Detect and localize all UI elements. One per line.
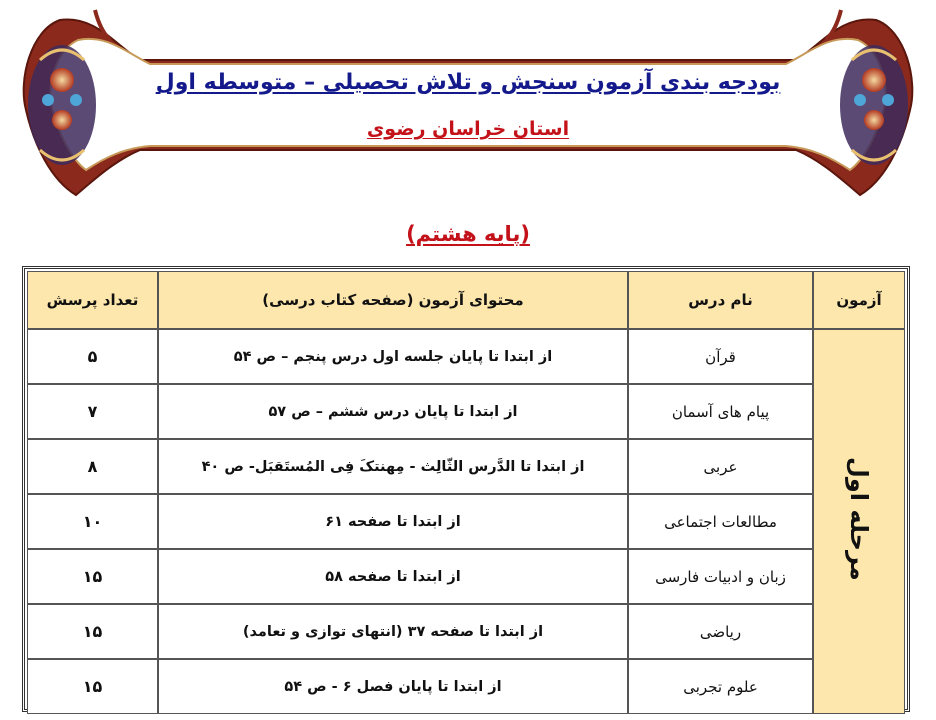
- table-row: [27, 604, 905, 659]
- table-header-row: [27, 271, 905, 329]
- table-row: [27, 549, 905, 604]
- content-cell: از ابتدا تا صفحه ۳۷ (انتهای توازی و تعامد): [158, 604, 628, 659]
- header-exam: آزمون: [813, 271, 905, 329]
- table-row: [27, 329, 905, 384]
- header-count: تعداد پرسش: [27, 271, 158, 329]
- province-subtitle: استان خراسان رضوی: [366, 118, 570, 140]
- stage-cell: [813, 329, 905, 714]
- count-cell: ۱۰: [27, 494, 158, 549]
- content-cell: از ابتدا تا الدَّرس الثّالِث - مِهنتکَ فِی المُستَقبَل- ص ۴۰: [158, 439, 628, 494]
- header-lesson: نام درس: [628, 271, 813, 329]
- lesson-cell: عربی: [628, 439, 813, 494]
- lesson-cell: پیام های آسمان: [628, 384, 813, 439]
- content-cell: از ابتدا تا صفحه ۵۸: [158, 549, 628, 604]
- content-cell: از ابتدا تا پایان درس ششم – ص ۵۷: [158, 384, 628, 439]
- stage-label: مرحله اول: [845, 456, 873, 581]
- table-row: [27, 494, 905, 549]
- content-cell: از ابتدا تا پایان جلسه اول درس پنجم – ص ۵۴: [158, 329, 628, 384]
- page-title: بودجه بندی آزمون سنجش و تلاش تحصیلی – متوسطه اول: [155, 70, 781, 95]
- budget-table: [27, 271, 905, 714]
- lesson-cell: زبان و ادبیات فارسی: [628, 549, 813, 604]
- table-row: [27, 659, 905, 714]
- banner-frame-graphic: [0, 0, 936, 205]
- content-cell: از ابتدا تا صفحه ۶۱: [158, 494, 628, 549]
- count-cell: ۵: [27, 329, 158, 384]
- lesson-cell: ریاضی: [628, 604, 813, 659]
- count-cell: ۱۵: [27, 604, 158, 659]
- count-cell: ۸: [27, 439, 158, 494]
- header-content: محتوای آزمون (صفحه کتاب درسی): [158, 271, 628, 329]
- count-cell: ۱۵: [27, 659, 158, 714]
- count-cell: ۱۵: [27, 549, 158, 604]
- lesson-cell: علوم تجربی: [628, 659, 813, 714]
- lesson-cell: مطالعات اجتماعی: [628, 494, 813, 549]
- lesson-cell: قرآن: [628, 329, 813, 384]
- count-cell: ۷: [27, 384, 158, 439]
- content-cell: از ابتدا تا پایان فصل ۶ - ص ۵۴: [158, 659, 628, 714]
- table-row: [27, 439, 905, 494]
- ornamental-banner: [0, 0, 936, 205]
- grade-label: (پایه هشتم): [406, 222, 530, 246]
- table-row: [27, 384, 905, 439]
